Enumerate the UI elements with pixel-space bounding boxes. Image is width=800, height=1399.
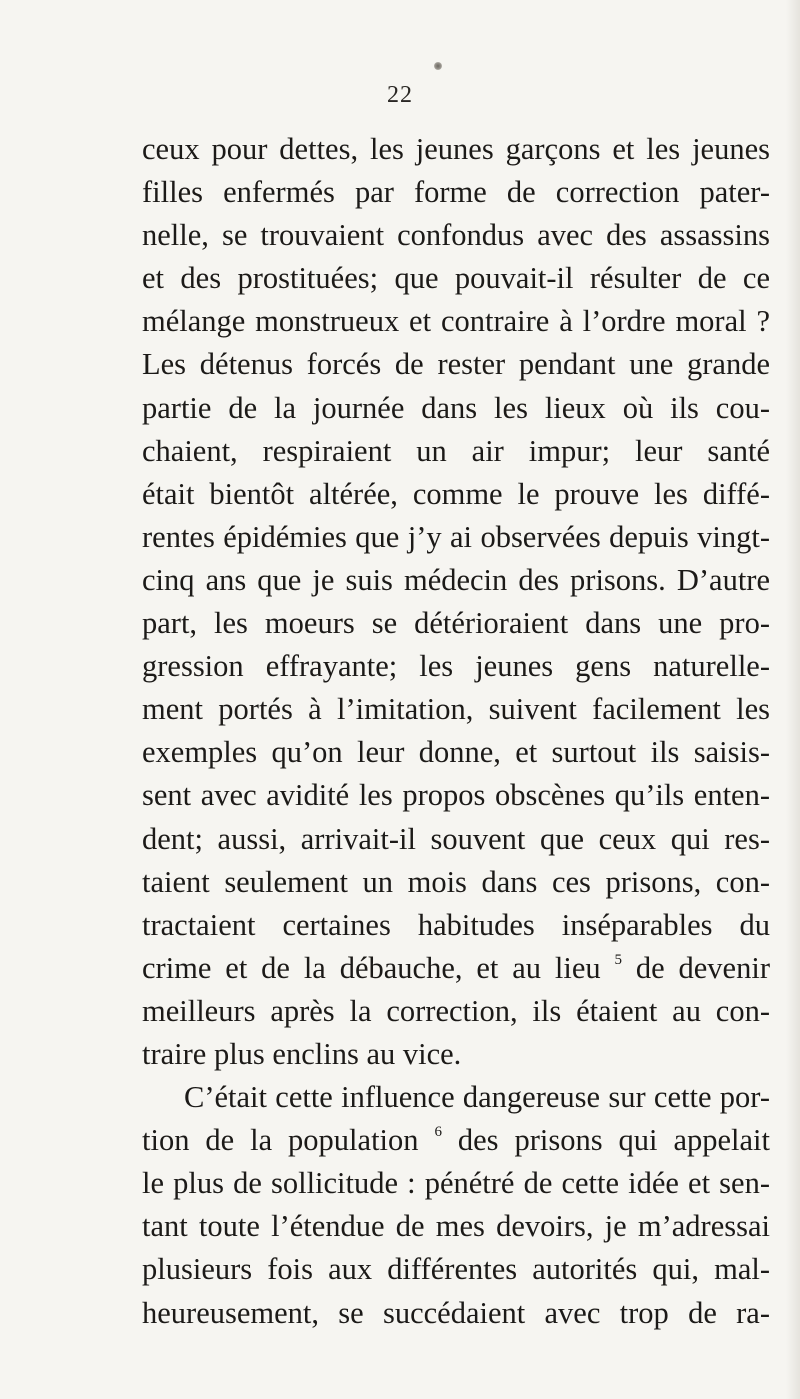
text-line: filles enfermés par forme de correction pater- xyxy=(142,175,770,210)
footnote-marker: 5 xyxy=(614,951,622,968)
text-segment: tion de la population xyxy=(142,1123,435,1158)
text-line: mélange monstrueux et contraire à l’ordre moral ? xyxy=(142,304,770,339)
text-line: tant toute l’étendue de mes devoirs, je m’adressai xyxy=(142,1209,770,1244)
text-line: et des prostituées; que pouvait-il résulter de ce xyxy=(142,261,770,296)
text-line: sent avec avidité les propos obscènes qu’ils enten- xyxy=(142,778,770,813)
text-line: traire plus enclins au vice. xyxy=(142,1036,462,1071)
text-line: chaient, respiraient un air impur; leur santé xyxy=(142,433,770,468)
footnote-marker: 6 xyxy=(434,1124,442,1141)
text-line: taient seulement un mois dans ces prisons, con- xyxy=(142,864,770,899)
text-line: cinq ans que je suis médecin des prisons. D’autre xyxy=(142,562,770,597)
text-line: le plus de sollicitude : pénétré de cette idée et sen- xyxy=(142,1166,770,1201)
text-line: rentes épidémies que j’y ai observées depuis vingt- xyxy=(142,519,770,554)
text-line xyxy=(142,1119,770,1162)
text-line: était bientôt altérée, comme le prouve les diffé- xyxy=(142,476,770,511)
text-line: ceux pour dettes, les jeunes garçons et les jeunes xyxy=(142,132,770,166)
text-line: gression effrayante; les jeunes gens naturelle- xyxy=(142,649,770,684)
text-line: heureusement, se succédaient avec trop de ra- xyxy=(142,1295,770,1330)
text-segment: des prisons qui appelait xyxy=(441,1123,770,1158)
page-edge-shadow xyxy=(786,0,800,1399)
text-line: plusieurs fois aux différentes autorités qui, mal- xyxy=(142,1252,770,1287)
text-segment: de devenir xyxy=(622,950,770,985)
text-line: Les détenus forcés de rester pendant une grande xyxy=(142,347,770,382)
text-line: exemples qu’on leur donne, et surtout ils saisis- xyxy=(142,735,770,770)
text-line: dent; aussi, arrivait-il souvent que ceux qui res- xyxy=(142,821,770,856)
page-number: 22 xyxy=(387,82,413,108)
text-line: C’était cette influence dangereuse sur cette por- xyxy=(184,1080,770,1115)
text-line: partie de la journée dans les lieux où ils cou- xyxy=(142,390,770,425)
text-segment: crime et de la débauche, et au lieu xyxy=(142,950,615,985)
text-line: part, les moeurs se détérioraient dans une pro- xyxy=(142,606,770,641)
ink-speck xyxy=(434,62,442,70)
text-line xyxy=(142,947,770,990)
text-line: nelle, se trouvaient confondus avec des assassins xyxy=(142,218,770,253)
text-line: meilleurs après la correction, ils étaient au con- xyxy=(142,993,770,1028)
text-line: tractaient certaines habitudes inséparables du xyxy=(142,907,770,942)
text-line: ment portés à l’imitation, suivent facilement les xyxy=(142,692,770,727)
body-text xyxy=(142,128,770,1335)
